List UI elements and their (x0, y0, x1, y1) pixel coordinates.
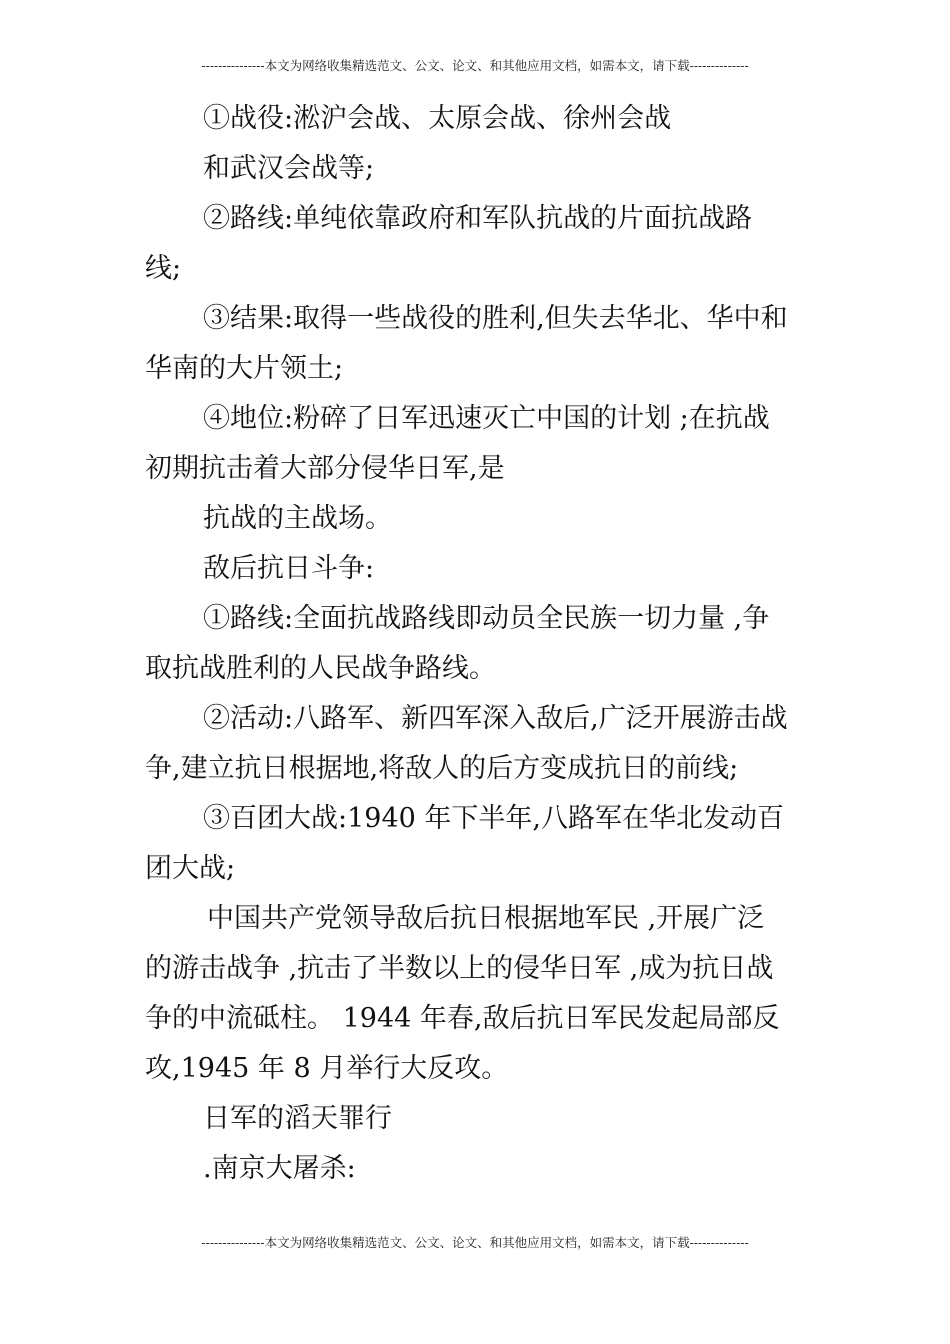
text-line: 的游击战争 ,抗击了半数以上的侵华日军 ,成为抗日战 (145, 953, 774, 984)
text-line: ①路线:全面抗战路线即动员全民族一切力量 ,争 (203, 603, 770, 634)
text-line: 初期抗击着大部分侵华日军,是 (145, 453, 505, 484)
text-line: 线; (145, 253, 182, 284)
text-line: ③百团大战:1940 年下半年,八路军在华北发动百 (203, 803, 784, 834)
text-line: 攻,1945 年 8 月举行大反攻。 (145, 1053, 509, 1084)
document-body (145, 94, 810, 1194)
text-line: 华南的大片领土; (145, 353, 344, 384)
page-footer: ---------------本文为网络收集精选范文、公文、论文、和其他应用文档，如需本文，请下载-------------- (201, 1235, 749, 1250)
page-header: ---------------本文为网络收集精选范文、公文、论文、和其他应用文档，如需本文，请下载-------------- (201, 58, 749, 73)
text-line: ①战役:淞沪会战、太原会战、徐州会战 (203, 103, 672, 134)
text-line: 取抗战胜利的人民战争路线。 (145, 653, 496, 684)
text-line: 敌后抗日斗争: (203, 553, 375, 584)
text-line: 团大战; (145, 853, 236, 884)
text-line: .南京大屠杀: (203, 1153, 356, 1184)
text-line: 争,建立抗日根据地,将敌人的后方变成抗日的前线; (145, 753, 739, 784)
text-line: 日军的滔天罪行 (203, 1103, 392, 1134)
text-line: 和武汉会战等; (203, 153, 375, 184)
text-line: ④地位:粉碎了日军迅速灭亡中国的计划 ;在抗战 (203, 403, 770, 434)
text-line: ②路线:单纯依靠政府和军队抗战的片面抗战路 (203, 203, 753, 234)
text-line: 中国共产党领导敌后抗日根据地军民 ,开展广泛 (207, 903, 765, 934)
text-line: 争的中流砥柱。 1944 年春,敌后抗日军民发起局部反 (145, 1003, 780, 1034)
text-line: ③结果:取得一些战役的胜利,但失去华北、华中和 (203, 303, 788, 334)
text-line: ②活动:八路军、新四军深入敌后,广泛开展游击战 (203, 703, 788, 734)
text-line: 抗战的主战场。 (203, 503, 392, 534)
